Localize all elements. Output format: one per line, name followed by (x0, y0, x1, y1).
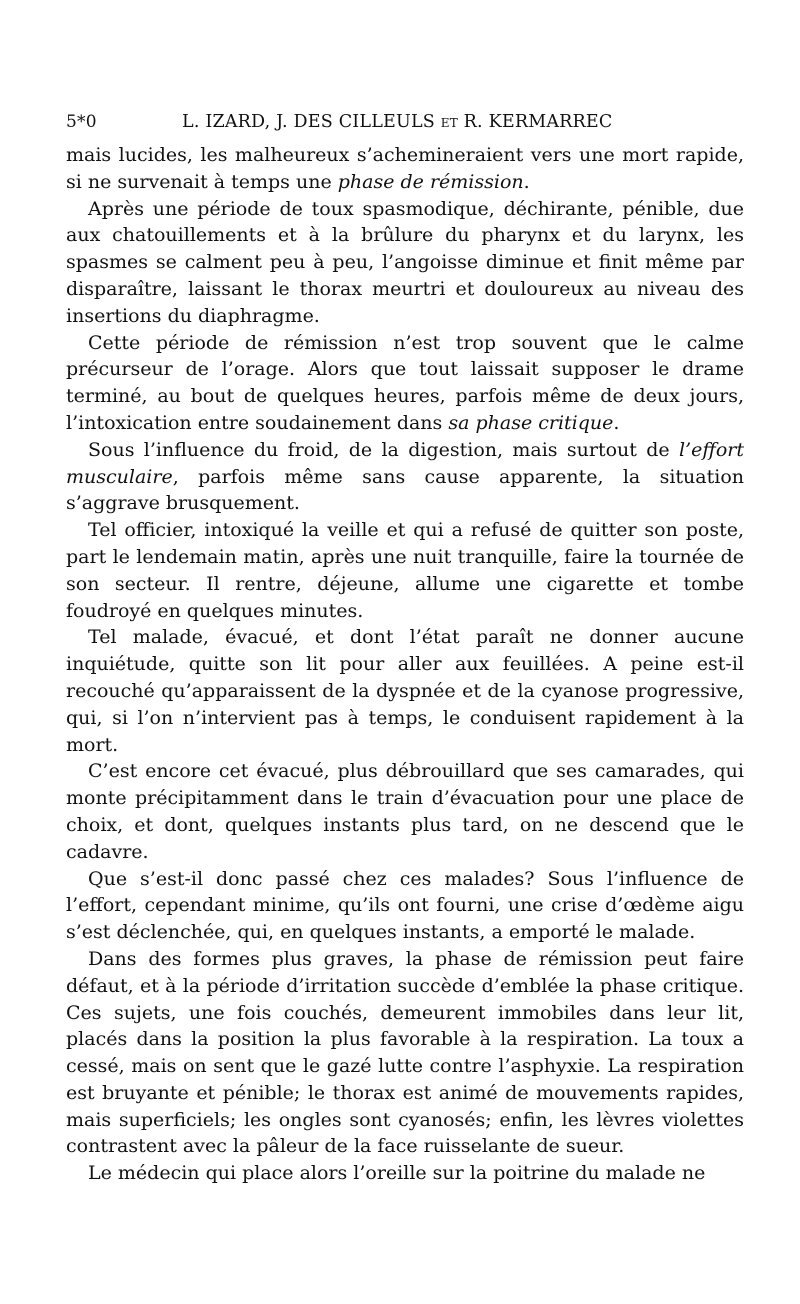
body-text (66, 142, 744, 1187)
paragraph-4-text: Sous l’influence du froid, de la digestion, mais surtout de (88, 438, 680, 461)
paragraph-4-tail: , parfois même sans cause apparente, la situation s’aggrave brusquement. (66, 465, 744, 515)
book-page (66, 112, 744, 1187)
paragraph-2: Après une période de toux spasmodique, déchirante, pénible, due aux chatouillements et à la brûlure du pharynx et du larynx, les spasmes se calment peu à peu, l’angoisse diminue et finit même par disparaître, laissant le thorax meurtri et douloureux au niveau des insertions du diaphragme. (66, 197, 744, 327)
paragraph-1-tail: . (523, 170, 530, 193)
paragraph-6: Tel malade, évacué, et dont l’état paraît ne donner aucune inquiétude, quitte son lit pour aller aux feuillées. A peine est-il recouché qu’apparaissent de la dyspnée et de la cyanose progressive, qui, si l’on n’intervient pas à temps, le conduisent rapidement à la mort. (66, 626, 744, 756)
paragraph-4 (66, 437, 744, 517)
paragraph-1 (66, 142, 744, 196)
paragraph-1-italic: phase de rémission (337, 170, 524, 193)
paragraph-1-text: mais lucides, les malheureux s’achemineraient vers une mort rapide, si ne survenait à temps une (66, 144, 744, 193)
paragraph-10: Le médecin qui place alors l’oreille sur la poitrine du malade ne (88, 1162, 706, 1185)
paragraph-9: Dans des formes plus graves, la phase de rémission peut faire défaut, et à la période d’irritation succède d’emblée la phase critique. Ces sujets, une fois couchés, demeurent immobiles dans leur lit, placés dans la position la plus favorable à la respiration. La toux a cessé, mais on sent que le gazé lutte contre l’asphyxie. La respiration est bruyante et pénible; le thorax est animé de mouvements rapides, mais superficiels; les ongles sont cyanosés; enfin, les lèvres violettes contrastent avec la pâleur de la face ruisselante de sueur. (66, 947, 744, 1158)
paragraph-8: Que s’est-il donc passé chez ces malades? Sous l’influence de l’effort, cependant minime, qu’ils ont fourni, une crise d’œdème aigu s’est déclenchée, qui, en quelques instants, a emporté le malade. (66, 867, 744, 944)
paragraph-5: Tel officier, intoxiqué la veille et qui a refusé de quitter son poste, part le lendemain matin, après une nuit tranquille, faire la tournée de son secteur. Il rentre, déjeune, allume une cigarette et tombe foudroyé en quelques minutes. (66, 519, 744, 622)
paragraph-4-italic: l’effort musculaire (66, 438, 744, 488)
paragraph-3-tail: . (613, 411, 620, 434)
paragraph-3 (66, 330, 744, 437)
paragraph-7: C’est encore cet évacué, plus débrouillard que ses camarades, qui monte précipitamment dans le train d’évacuation pour une place de choix, et dont, quelques instants plus tard, on ne descend que le cadavre. (66, 760, 744, 863)
running-title: L. IZARD, J. DES CILLEULS et R. KERMARREC (182, 112, 613, 132)
paragraph-3-text: Cette période de rémission n’est trop souvent que le calme précurseur de l’orage. Alors que tout laissait supposer le drame terminé, au bout de quelques heures, parfois même de deux jours, l’intoxication entre soudainement dans (66, 331, 744, 434)
paragraph-3-italic: sa phase critique (448, 411, 614, 434)
running-header (66, 112, 744, 142)
page-number: 5*0 (66, 112, 97, 132)
